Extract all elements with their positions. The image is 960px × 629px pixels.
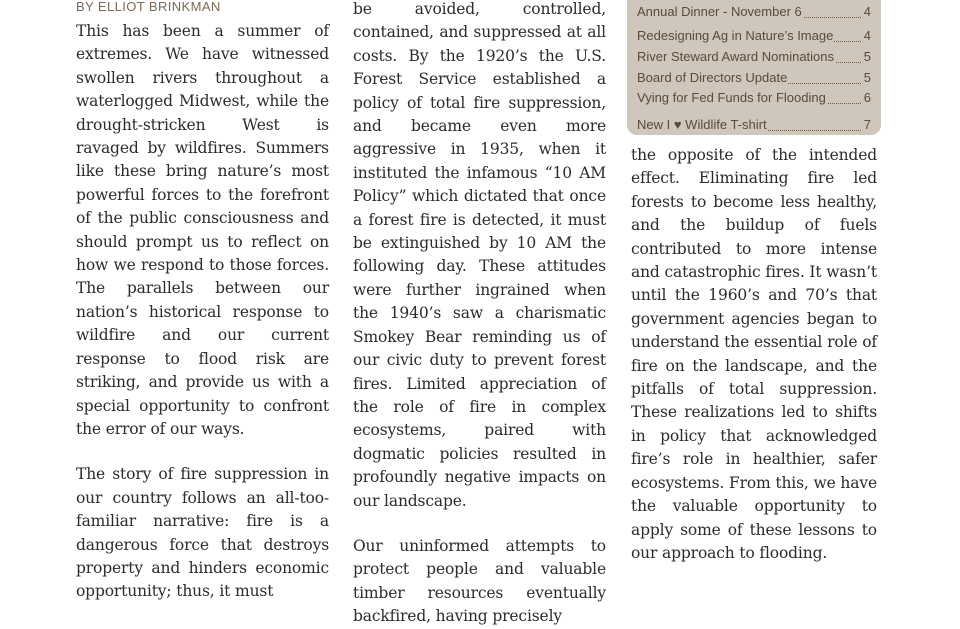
toc-item-page: 5 bbox=[863, 49, 871, 64]
toc-item-title: River Steward Award Nominations bbox=[637, 49, 835, 64]
toc-item-annual-dinner[interactable] bbox=[637, 4, 871, 20]
toc-item-redesigning-ag[interactable] bbox=[637, 28, 871, 44]
article-paragraph: the opposite of the intended effect. Eliminating fire led forests to become less healthy, and the buildup of fuels contributed to more intense and catastrophic fires. It wasn’t until the 1960’s and 70’s that government agencies began to understand the essential role of fire on the landscape, and the pitfalls of total suppression. These realizations led to shifts in policy that acknowledged fire’s role in healthier, safer ecosystems. From this, we have the valuable opportunity to apply some of these lessons to our approach to flooding. bbox=[631, 146, 877, 562]
article-paragraph: Our uninformed attempts to protect people and valuable timber resources eventually backfired, having precisely bbox=[353, 536, 606, 626]
article-column-3 bbox=[631, 144, 877, 565]
article-paragraph: The story of fire suppression in our country follows an all-too-familiar narrative: fire is a dangerous force that destroys property and hinders economic opportunity; thus, it must bbox=[76, 465, 329, 601]
toc-item-page: 6 bbox=[863, 90, 871, 105]
toc-item-fed-funds[interactable] bbox=[637, 90, 871, 106]
toc-item-title: Board of Directors Update bbox=[637, 70, 788, 85]
article-column-2 bbox=[353, 0, 606, 629]
toc-item-title: Annual Dinner - November 6 bbox=[637, 4, 802, 19]
article-paragraph: be avoided, controlled, contained, and suppressed at all costs. By the 1920’s the U.S. Forest Service established a policy of total fire suppression, and became even more aggressive in 1935, when it instituted the infamous “10 AM Policy” which dictated that once a forest fire is detected, it must be extinguished by 10 AM the following day. These attitudes were further ingrained when the 1940’s saw a charismatic Smokey Bear reminding us of our civic duty to prevent forest fires. Limited appreciation of the role of fire in complex ecosystems, paired with dogmatic policies resulted in profoundly negative impacts on our landscape. bbox=[353, 0, 606, 510]
article-paragraph: This has been a summer of extremes. We have witnessed swollen rivers throughout a waterlogged Midwest, while the drought-stricken West is ravaged by wildfires. Summers like these bring nature’s most powerful forces to the forefront of the public consciousness and should prompt us to reflect on how we respond to those forces. The parallels between our nation’s historical response to wildfire and our current response to flood risk are striking, and provide us with a special opportunity to confront the error of our ways. bbox=[76, 22, 329, 438]
toc-item-title: New I ♥ Wildlife T-shirt bbox=[637, 117, 767, 132]
table-of-contents bbox=[627, 0, 881, 135]
toc-item-board-update[interactable] bbox=[637, 70, 871, 86]
toc-item-tshirt[interactable] bbox=[637, 117, 871, 133]
article-byline: BY ELLIOT BRINKMAN bbox=[76, 0, 221, 14]
toc-item-river-steward[interactable] bbox=[637, 49, 871, 65]
toc-item-title: Redesigning Ag in Nature’s Image bbox=[637, 28, 834, 43]
toc-item-title: Vying for Fed Funds for Flooding bbox=[637, 90, 826, 105]
toc-item-page: 5 bbox=[863, 70, 871, 85]
toc-item-page: 7 bbox=[863, 117, 871, 132]
article-column-1 bbox=[76, 20, 329, 604]
toc-item-page: 4 bbox=[863, 28, 871, 43]
toc-item-page: 4 bbox=[863, 4, 871, 19]
